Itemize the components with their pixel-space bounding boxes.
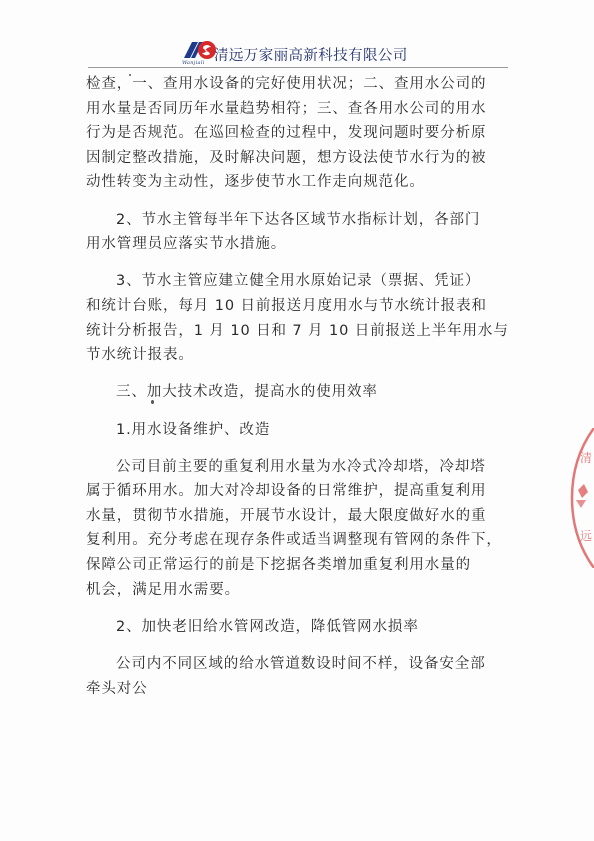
subsection-heading: 1.用水设备维护、改造 xyxy=(116,421,271,438)
text-line: 复利用。充分考虑在现存条件或适当调整现有管网的条件下， xyxy=(86,532,502,549)
letterhead xyxy=(182,38,422,68)
text-line: 因制定整改措施，及时解决问题，想方设法使节水行为的被 xyxy=(86,149,487,166)
text-line: 节水统计报表。 xyxy=(86,347,194,364)
text-line: 属于循环用水。加大对冷却设备的日常维护，提高重复利用 xyxy=(86,483,487,500)
text-line: 公司内不同区域的给水管道数设时间不样，设备安全部 xyxy=(116,656,486,673)
text-line: 保障公司正常运行的前是下挖据各类增加重复利用水量的 xyxy=(86,557,471,574)
scan-speck xyxy=(151,400,154,404)
company-name: 清远万家丽高新科技有限公司 xyxy=(214,48,408,64)
text-line: 3、节水主管应建立健全用水原始记录（票据、凭证） xyxy=(116,273,481,290)
red-seal-stamp-icon xyxy=(568,428,594,568)
text-line: 用水量是否同历年水量趋势相符；三、查各用水公司的用水 xyxy=(86,100,487,117)
text-line: 检查，一、查用水设备的完好使用状况；二、查用水公司的 xyxy=(86,76,487,92)
text-line: 行为是否规范。在巡回检查的过程中，发现问题时要分析原 xyxy=(86,125,487,142)
section-heading: 三、加大技术改造，提高水的使用效率 xyxy=(116,384,378,401)
header-divider xyxy=(88,67,508,68)
text-line: 牵头对公 xyxy=(86,680,148,697)
scan-speck xyxy=(129,74,131,76)
text-line: 2、节水主管每半年下达各区域节水指标计划，各部门 xyxy=(116,211,481,228)
logo-wordmark: Wanjiali xyxy=(182,60,205,66)
text-line: 公司目前主要的重复利用水量为水冷式冷却塔，冷却塔 xyxy=(116,458,486,475)
text-line: 水量，贯彻节水措施，开展节水设计，最大限度做好水的重 xyxy=(86,507,487,524)
svg-text:远: 远 xyxy=(580,529,593,543)
company-logo-icon xyxy=(182,38,218,62)
text-line: 和统计台账，每月 10 日前报送月度用水与节水统计报表和 xyxy=(86,297,487,314)
text-line: 统计分析报告，1 月 10 日和 7 月 10 日前报送上半年用水与 xyxy=(86,322,509,339)
text-line: 动性转变为主动性，逐步使节水工作走向规范化。 xyxy=(86,174,425,191)
svg-text:清: 清 xyxy=(580,451,593,465)
subsection-heading: 2、加快老旧给水管网改造，降低管网水损率 xyxy=(116,618,419,635)
document-body xyxy=(86,72,509,701)
text-line: 机会，满足用水需要。 xyxy=(86,581,240,598)
text-line: 用水管理员应落实节水措施。 xyxy=(86,236,287,253)
